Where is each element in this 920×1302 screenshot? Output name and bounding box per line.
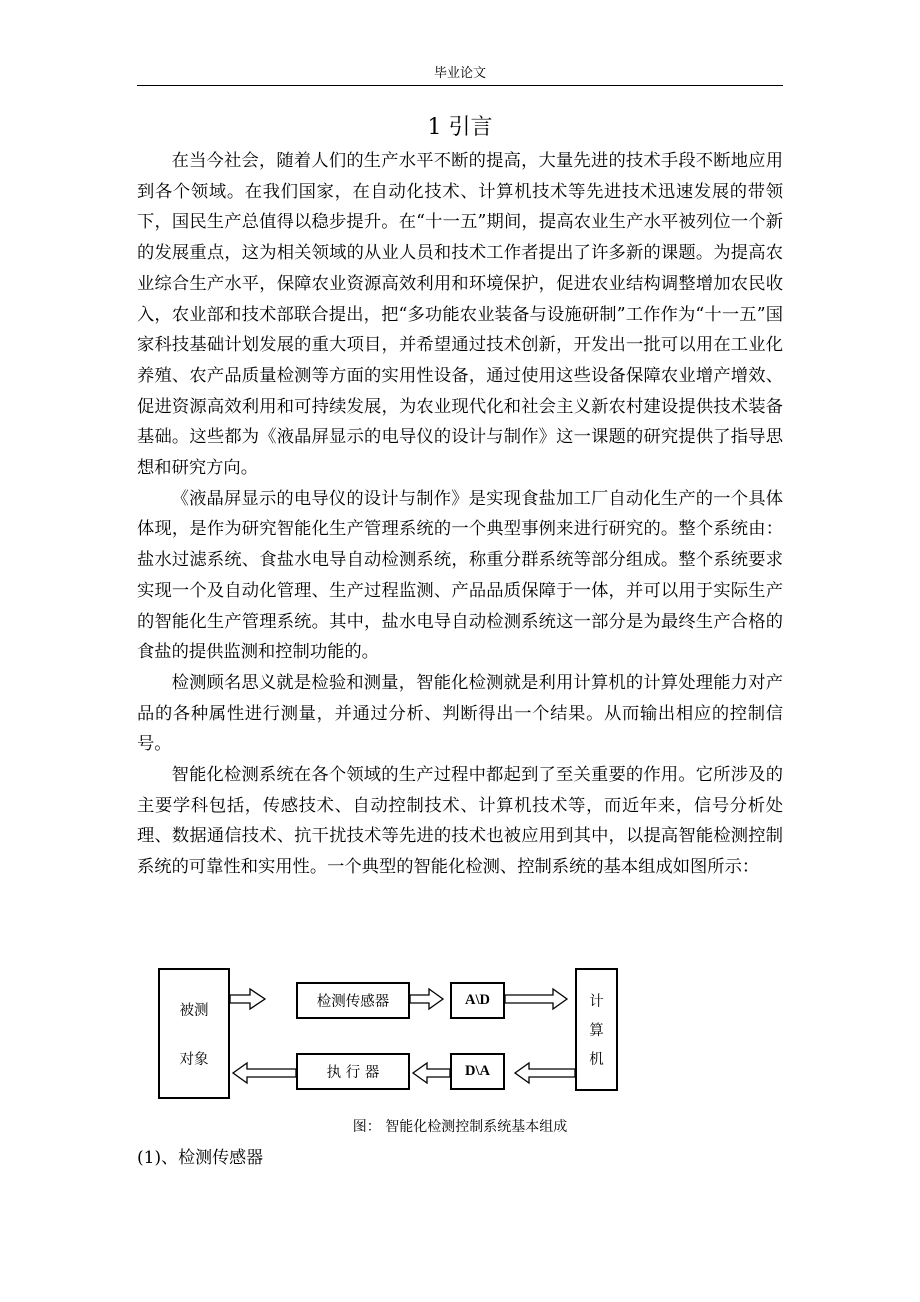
sensor-box: 检测传感器 bbox=[296, 982, 410, 1019]
figure-caption: 图： 智能化检测控制系统基本组成 bbox=[352, 1119, 568, 1135]
section-title: 1 引言 bbox=[427, 115, 493, 140]
computer-label-2: 算 bbox=[589, 1023, 604, 1039]
computer-box bbox=[575, 968, 618, 1091]
paragraph: 《液晶屏显示的电导仪的设计与制作》是实现食盐加工厂自动化生产的一个具体体现，是作为研究智能化生产管理系统的一个典型事例来进行研究的。整个系统由：盐水过滤系统、食盐水电导自动检测系统，称重分群系统等部分组成。整个系统要求实现一个及自动化管理、生产过程监测、产品品质保障于一体，并可以用于实际生产的智能化生产管理系统。其中，盐水电导自动检测系统这一部分是为最终生产合格的食盐的提供监测和控制功能的。 bbox=[137, 488, 783, 663]
arrow-actuator-to-object bbox=[233, 1063, 296, 1083]
header-divider bbox=[137, 85, 783, 86]
computer-label-3: 机 bbox=[589, 1052, 604, 1068]
object-label-bottom: 对象 bbox=[179, 1051, 209, 1068]
actuator-box: 执 行 器 bbox=[296, 1053, 410, 1090]
arrow-object-to-sensor bbox=[230, 989, 265, 1009]
paragraph: 智能化检测系统在各个领域的生产过程中都起到了至关重要的作用。它所涉及的主要学科包括，传感技术、自动控制技术、计算机技术等，而近年来，信号分析处理、数据通信技术、抗干扰技术等先进的技术也被应用到其中，以提高智能检测控制系统的可靠性和实用性。一个典型的智能化检测、控制系统的基本组成如图所示： bbox=[137, 765, 783, 878]
da-converter-box: D\A bbox=[450, 1053, 505, 1090]
object-label-top: 被测 bbox=[179, 1002, 209, 1019]
arrow-ad-to-computer bbox=[505, 989, 567, 1009]
paragraph: 检测顾名思义就是检验和测量，智能化检测就是利用计算机的计算处理能力对产品的各种属性进行测量，并通过分析、判断得出一个结果。从而输出相应的控制信号。 bbox=[137, 672, 783, 755]
page-header: 毕业论文 bbox=[433, 66, 486, 81]
controlled-object-box bbox=[158, 968, 230, 1099]
computer-label-1: 计 bbox=[589, 994, 604, 1010]
arrow-da-to-actuator bbox=[413, 1063, 450, 1083]
paragraph: 在当今社会，随着人们的生产水平不断的提高，大量先进的技术手段不断地应用到各个领域。在我们国家，在自动化技术、计算机技术等先进技术迅速发展的带领下，国民生产总值得以稳步提升。在“十一五”期间，提高农业生产水平被列位一个新的发展重点，这为相关领域的从业人员和技术工作者提出了许多新的课题。为提高农业综合生产水平，保障农业资源高效利用和环境保护，促进农业结构调整增加农民收入，农业部和技术部联合提出，把“多功能农业装备与设施研制”工作作为“十一五”国家科技基础计划发展的重大项目，并希望通过技术创新，开发出一批可以用在工业化养殖、农产品质量检测等方面的实用性设备，通过使用这些设备保障农业增产增效、促进资源高效利用和可持续发展，为农业现代化和社会主义新农村建设提供技术装备基础。这些都为《液晶屏显示的电导仪的设计与制作》这一课题的研究提供了指导思想和研究方向。 bbox=[137, 151, 783, 479]
ad-converter-box: A\D bbox=[450, 982, 505, 1019]
arrow-computer-to-da bbox=[515, 1063, 575, 1083]
body-text bbox=[137, 146, 783, 883]
arrow-sensor-to-ad bbox=[410, 989, 443, 1009]
system-block-diagram bbox=[155, 965, 625, 1100]
subsection-heading: (1)、检测传感器 bbox=[137, 1148, 264, 1168]
